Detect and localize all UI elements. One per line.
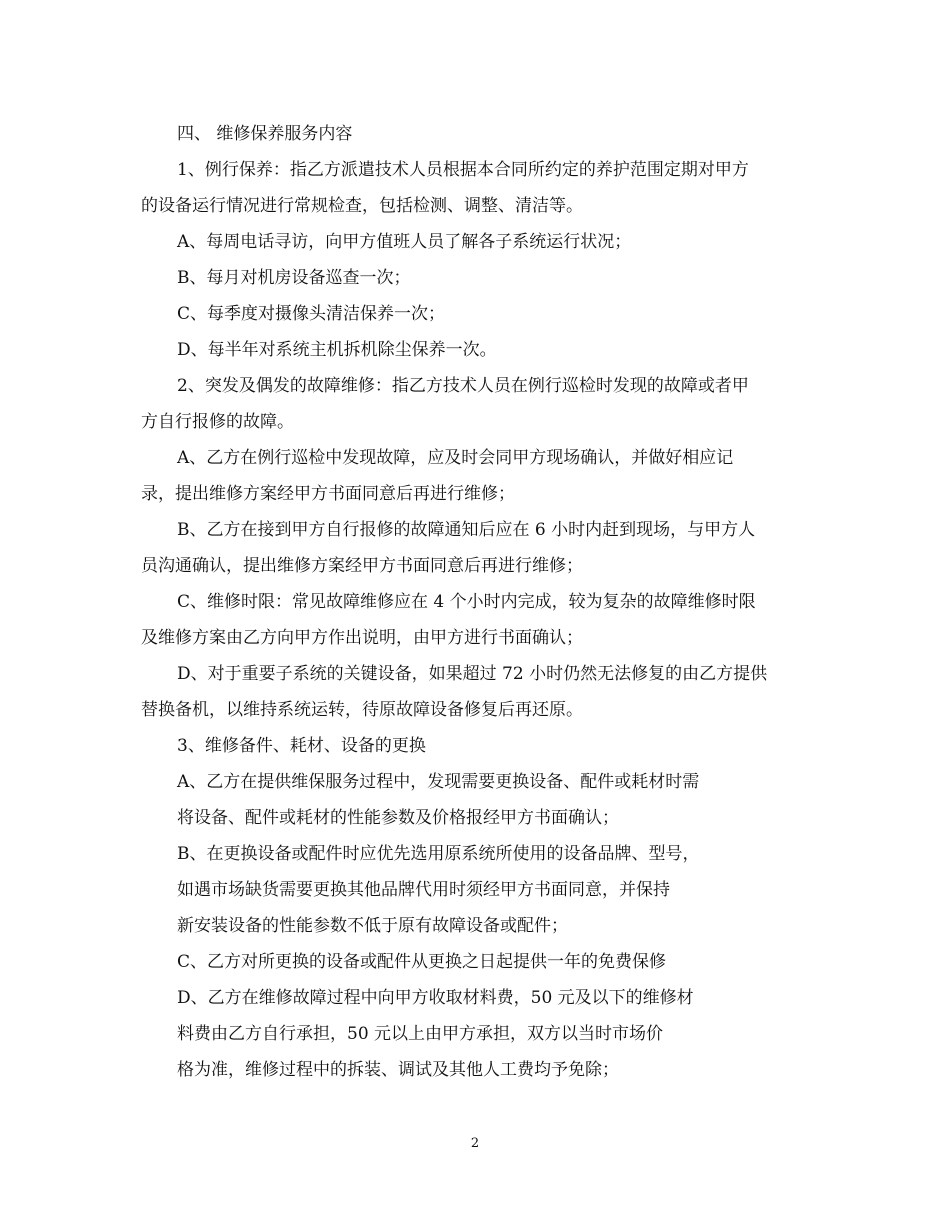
paragraph-line: B、在更换设备或配件时应优先选用原系统所使用的设备品牌、型号， (177, 844, 700, 864)
paragraph-line: A、乙方在例行巡检中发现故障，应及时会同甲方现场确认，并做好相应记 (177, 448, 734, 468)
paragraph-line: B、乙方在接到甲方自行报修的故障通知后应在 6 小时内赶到现场，与甲方人 (177, 520, 756, 540)
paragraph-line: C、每季度对摄像头清洁保养一次； (177, 304, 446, 324)
section-heading: 3、维修备件、耗材、设备的更换 (177, 736, 426, 756)
paragraph-line: 如遇市场缺货需要更换其他品牌代用时须经甲方书面同意，并保持 (177, 880, 670, 900)
paragraph-line: 方自行报修的故障。 (141, 412, 294, 432)
paragraph-line: 新安装设备的性能参数不低于原有故障设备或配件； (177, 916, 568, 936)
paragraph-line: 料费由乙方自行承担，50 元以上由甲方承担，双方以当时市场价 (177, 1024, 664, 1044)
paragraph-line: 替换备机，以维持系统运转，待原故障设备修复后再还原。 (141, 700, 583, 720)
paragraph-line: D、对于重要子系统的关键设备，如果超过 72 小时仍然无法修复的由乙方提供 (177, 664, 768, 684)
paragraph-line: C、乙方对所更换的设备或配件从更换之日起提供一年的免费保修 (177, 952, 667, 972)
paragraph-line: D、每半年对系统主机拆机除尘保养一次。 (177, 340, 497, 360)
paragraph-line: A、每周电话寻访，向甲方值班人员了解各子系统运行状况； (177, 232, 632, 252)
paragraph-line: 员沟通确认，提出维修方案经甲方书面同意后再进行维修； (141, 556, 583, 576)
paragraph-line: 及维修方案由乙方向甲方作出说明，由甲方进行书面确认； (141, 628, 583, 648)
paragraph-line: 1、例行保养：指乙方派遣技术人员根据本合同所约定的养护范围定期对甲方 (177, 160, 749, 180)
page-number: 2 (470, 1136, 480, 1151)
paragraph-line: 录，提出维修方案经甲方书面同意后再进行维修； (141, 484, 515, 504)
paragraph-line: A、乙方在提供维保服务过程中，发现需要更换设备、配件或耗材时需 (177, 772, 700, 792)
paragraph-line: 格为准，维修过程中的拆装、调试及其他人工费均予免除； (177, 1060, 619, 1080)
paragraph-line: D、乙方在维修故障过程中向甲方收取材料费，50 元及以下的维修材 (177, 988, 694, 1008)
paragraph-line: B、每月对机房设备巡查一次； (177, 268, 411, 288)
document-body (141, 116, 821, 1088)
paragraph-line: C、维修时限：常见故障维修应在 4 个小时内完成，较为复杂的故障维修时限 (177, 592, 756, 612)
paragraph-line: 的设备运行情况进行常规检查，包括检测、调整、清洁等。 (141, 196, 583, 216)
paragraph-line: 将设备、配件或耗材的性能参数及价格报经甲方书面确认； (177, 808, 619, 828)
paragraph-line: 2、突发及偶发的故障维修：指乙方技术人员在例行巡检时发现的故障或者甲 (177, 376, 749, 396)
section-heading: 四、 维修保养服务内容 (177, 124, 353, 144)
